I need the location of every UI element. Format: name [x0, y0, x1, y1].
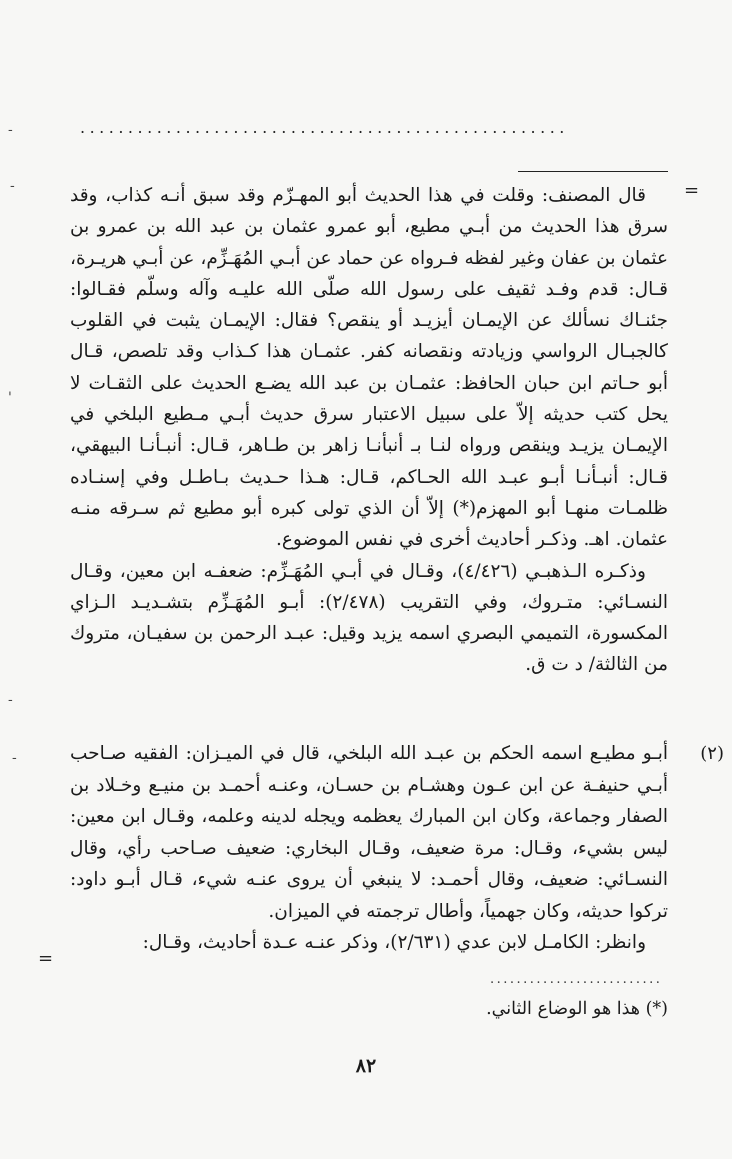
continuation-mark-top: = — [684, 180, 700, 201]
margin-mark: - — [12, 750, 17, 766]
page-number: ٨٢ — [355, 1055, 377, 1077]
main-text — [70, 180, 668, 681]
continuation-mark-bottom: = — [38, 948, 54, 969]
paragraph: وذكـره الـذهبـي (٤/٤٢٦)، وقـال في أبـي المُهَـزِّم: ضعفـه ابن معين، وقـال النسـائي: متـروك، وفي التقريب (٢/٤٧٨): أبـو المُهَـزِّم بتشـديـد الـزاي المكسورة، التميمي البصري اسمه يزيد وقيل: عبـد الرحمن بن سفيـان، متروك من الثالثة/ د ت ق. — [70, 560, 668, 676]
margin-mark: ' — [8, 390, 12, 406]
margin-mark: - — [8, 692, 13, 708]
footnote-dotted-rule: .......................... — [490, 972, 663, 987]
note-2 — [70, 738, 724, 959]
note-paragraph: وانظر: الكامـل لابن عدي (٢/٦٣١)، وذكر عنـه عـدة أحاديث، وقـال: — [142, 932, 646, 953]
footnote: (*) هذا هو الوضاع الثاني. — [486, 999, 668, 1019]
header-dotted-rule: ................................................... — [80, 118, 569, 137]
footnote-separator-line — [518, 171, 668, 172]
note-number: (٢) — [700, 743, 724, 764]
margin-mark: - — [10, 178, 15, 194]
paragraph: قال المصنف: وقلت في هذا الحديث أبو المهـزّم وقد سبق أنـه كذاب، وقد سرق هذا الحديث من أبـي مطيع، أبو عمرو عثمان بن عبد الله بن عمرو بن عثمان بن عفان وغير لفظه فـرواه عن حماد عن أبـي المُهَـزِّم، عن أبـي هريـرة، قـال: قدم وفـد ثقيف على رسول الله صلّى الله عليـه وآله وسلّم فقـالوا: جئنـاك نسألك عن الإيمـان أيزيـد أو ينقص؟ فقال: الإيمـان يثبت في القلوب كالجبـال الرواسي وزيادته ونقصانه كفر. عثمـان هذا كـذاب وقد تلصص، قـال أبو حـاتم ابن حبان الحافظ: عثمـان بن عبد الله يضـع الحديث على الثقـات لا يحل كتب حديثه إلاّ على سبيل الاعتبار سرق حديث أبـي مـطيع البلخي في الإيمـان يزيـد وينقص ورواه لنـا بـ أنبأنـا زاهر بن طـاهر، قـال: أنبـأنـا البيهقي، قـال: أنبـأنـا أبـو عبـد الله الحـاكم، قـال: هـذا حـديث بـاطـل وفي إسنـاده ظلمـات منهـا أبو المهزم(*) إلاّ أن الذي تولى كبره أبو مطيع ثم سـرقه منـه عثمان. اهـ. وذكـر أحاديث أخرى في نفس الموضوع. — [70, 185, 668, 551]
note-paragraph: أبـو مطيـع اسمه الحكم بن عبـد الله البلخي، قال في الميـزان: الفقيه صـاحب أبـي حنيفـة عن ابن عـون وهشـام بن حسـان، وعنـه أحمـد بن منيـع وخـلاد بن الصفار وجماعة، وكان ابن المبارك يعظمه ويجله لدينه وعلمه، وقـال ابن معين: ليس بشيء، وقـال: مرة ضعيف، وقـال البخاري: ضعيف صـاحب رأي، وقال النسـائي: ضعيف، وقال أحمـد: لا ينبغي أن يروى عنـه شيء، قـال أبـو داود: تركوا حديثه، وكان جهمياً، وأطال ترجمته في الميزان. — [70, 743, 668, 922]
margin-mark: - — [8, 122, 13, 138]
